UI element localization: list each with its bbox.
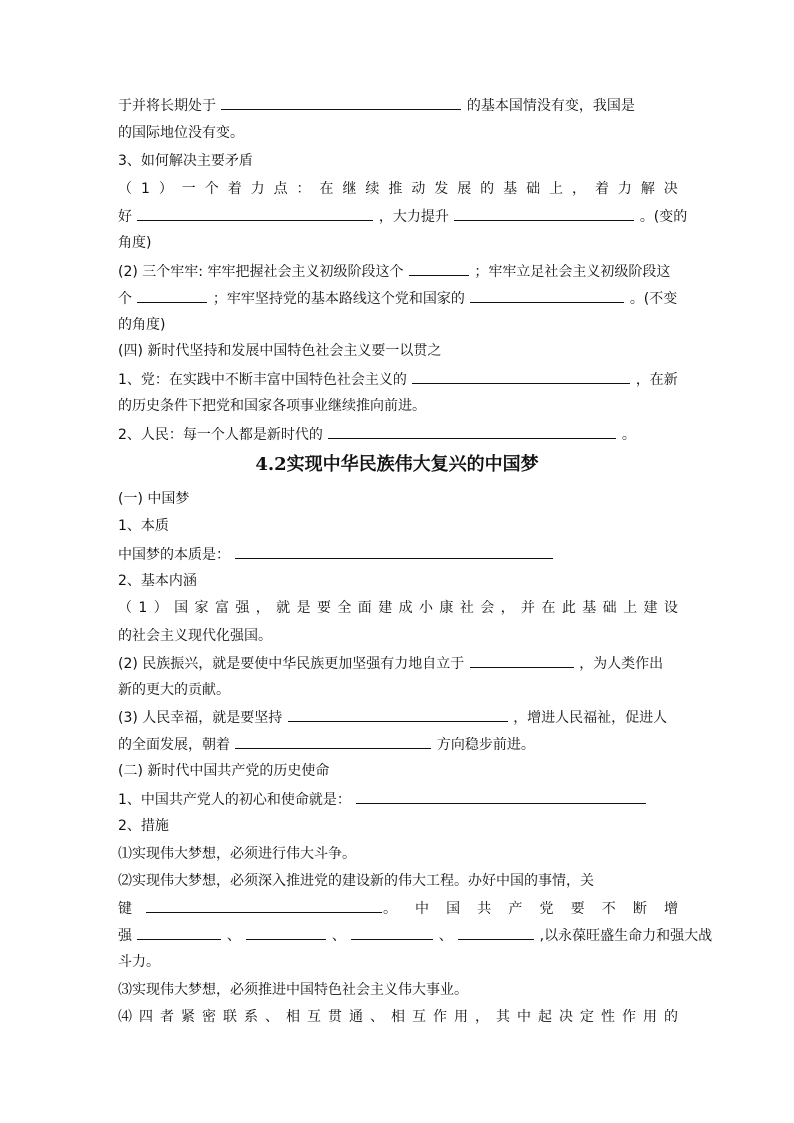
fill-blank[interactable] (137, 206, 373, 221)
text: ，大力提升 (378, 209, 449, 225)
text: 、 (331, 928, 346, 944)
char: 决 (663, 181, 678, 197)
char: 设 (663, 600, 678, 616)
char: 基 (582, 600, 597, 616)
char: ： (296, 181, 311, 197)
char: 不 (601, 901, 616, 917)
text: 2、人民：每一个人都是新时代的 (118, 427, 323, 443)
char: 强 (235, 600, 250, 616)
text: 。(变的 (639, 209, 688, 225)
char: 要 (570, 901, 585, 917)
char: 1 (138, 600, 148, 616)
char: 全 (337, 600, 352, 616)
text: ，在新 (635, 372, 678, 388)
char: 用 (643, 1009, 657, 1025)
char: ， (255, 600, 270, 616)
text-line (118, 424, 678, 445)
char: 康 (439, 600, 454, 616)
char: 的 (664, 1009, 678, 1025)
char: 性 (601, 1009, 615, 1025)
page-title: 4.2实现中华民族伟大复兴的中国梦 (255, 454, 539, 475)
char: 断 (632, 901, 647, 917)
char: 推 (388, 181, 403, 197)
fill-blank[interactable] (221, 95, 461, 110)
char: 在 (541, 600, 556, 616)
text-line: 角度) (118, 235, 152, 251)
char: 用 (454, 1009, 468, 1025)
text-line (118, 95, 678, 116)
char: 解 (640, 181, 655, 197)
text: 、 (226, 928, 241, 944)
char: 动 (411, 181, 426, 197)
char: 上 (623, 600, 638, 616)
text-line: ⑵实现伟大梦想，必须深入推进党的建设新的伟大工程。办好中国的事情，关 (118, 873, 594, 889)
fill-blank[interactable] (235, 734, 431, 749)
fill-blank[interactable] (458, 925, 534, 940)
char: 个 (204, 181, 219, 197)
char: 中 (517, 1009, 531, 1025)
text-line: 的角度) (118, 317, 166, 333)
char: 要 (316, 600, 331, 616)
char: 础 (526, 181, 541, 197)
char: 作 (433, 1009, 447, 1025)
fill-blank[interactable] (288, 707, 508, 722)
text-line (118, 898, 678, 919)
char: 着 (594, 181, 609, 197)
text: 好 (118, 209, 132, 225)
char: 并 (521, 600, 536, 616)
char: 国 (174, 600, 189, 616)
text: 。 (383, 901, 397, 917)
char: ， (571, 181, 586, 197)
text: 。(不变 (629, 291, 678, 307)
char: 成 (398, 600, 413, 616)
char: ， (475, 1009, 489, 1025)
text-line (118, 653, 678, 674)
char: 、 (265, 1009, 279, 1025)
char: 基 (503, 181, 518, 197)
char: 家 (194, 600, 209, 616)
text-line: 2、措施 (118, 818, 169, 834)
char: 础 (602, 600, 617, 616)
text-line (118, 789, 678, 810)
text: 键 (118, 901, 132, 917)
char: 发 (434, 181, 449, 197)
justified-line (118, 179, 678, 199)
char: 相 (391, 1009, 405, 1025)
justified-line (118, 1007, 678, 1027)
text: 1、党：在实践中不断丰富中国特色社会主义的 (118, 372, 407, 388)
text: ，增进人民福祉，促进人 (513, 710, 668, 726)
char: 富 (214, 600, 229, 616)
char: 就 (276, 600, 291, 616)
text: 1、中国共产党人的初心和使命就是： (118, 792, 351, 808)
fill-blank[interactable] (146, 898, 382, 913)
char: 共 (477, 901, 492, 917)
char: 相 (286, 1009, 300, 1025)
text: (2) 三个牢牢: 牢牢把握社会主义初级阶段这个 (118, 264, 404, 280)
fill-blank[interactable] (470, 288, 624, 303)
char: 是 (296, 600, 311, 616)
char: 着 (227, 181, 242, 197)
char: 1 (140, 181, 150, 197)
section-heading: (四) 新时代坚持和发展中国特色社会主义要一以贯之 (118, 343, 442, 359)
char: 系 (244, 1009, 258, 1025)
char: 者 (160, 1009, 174, 1025)
char: 建 (643, 600, 658, 616)
char: ⑷ (118, 1009, 132, 1025)
char: ， (500, 600, 515, 616)
text-line (118, 369, 678, 390)
text: ，为人类作出 (579, 656, 664, 672)
text-line: 新的更大的贡献。 (118, 682, 230, 698)
char: （ (118, 181, 132, 197)
text-line (118, 261, 678, 282)
fill-blank[interactable] (351, 925, 433, 940)
char: 力 (617, 181, 632, 197)
text-line: 的社会主义现代化强国。 (118, 628, 272, 644)
text-line: 3、如何解决主要矛盾 (118, 153, 253, 169)
text: ；牢牢立足社会主义初级阶段这 (474, 264, 671, 280)
char: 通 (349, 1009, 363, 1025)
text: 方向稳步前进。 (436, 737, 535, 753)
fill-blank[interactable] (470, 653, 574, 668)
text: 中国梦的本质是： (118, 547, 230, 563)
text: 强 (118, 928, 132, 944)
char: 社 (459, 600, 474, 616)
char: 会 (480, 600, 495, 616)
fill-blank[interactable] (409, 261, 469, 276)
char: 面 (357, 600, 372, 616)
text-line: 的历史条件下把党和国家各项事业继续推向前进。 (118, 398, 426, 414)
text-line (118, 734, 678, 755)
char: 国 (446, 901, 461, 917)
section-heading: (二) 新时代中国共产党的历史使命 (118, 763, 330, 779)
char: 联 (223, 1009, 237, 1025)
fill-blank[interactable] (454, 206, 634, 221)
text: 、 (438, 928, 453, 944)
char: 一 (181, 181, 196, 197)
text-line (118, 544, 678, 565)
text: 个 (118, 291, 132, 307)
text-line: 斗力。 (118, 954, 160, 970)
char: 建 (378, 600, 393, 616)
text: 的全面发展，朝着 (118, 737, 230, 753)
char: 党 (539, 901, 554, 917)
fill-blank[interactable] (137, 288, 207, 303)
char: 增 (664, 901, 678, 917)
char: 贯 (328, 1009, 342, 1025)
text: ,以永葆旺盛生命力和强大战 (539, 928, 713, 944)
fill-blank[interactable] (328, 424, 616, 439)
char: 互 (412, 1009, 426, 1025)
char: 其 (496, 1009, 510, 1025)
fill-blank[interactable] (356, 789, 646, 804)
text: ；牢牢坚持党的基本路线这个党和国家的 (212, 291, 465, 307)
char: 定 (580, 1009, 594, 1025)
char: 起 (538, 1009, 552, 1025)
fill-blank[interactable] (412, 369, 630, 384)
char: 产 (508, 901, 523, 917)
char: 点 (273, 181, 288, 197)
text-line (118, 288, 678, 309)
char: 中 (415, 901, 429, 917)
justified-line (118, 598, 678, 618)
char: 密 (202, 1009, 216, 1025)
char: 展 (457, 181, 472, 197)
text: (2) 民族振兴，就是要使中华民族更加坚强有力地自立于 (118, 656, 465, 672)
justified-text (415, 899, 678, 919)
char: （ (118, 600, 132, 616)
text-line (118, 707, 678, 728)
char: 决 (559, 1009, 573, 1025)
char: 继 (342, 181, 357, 197)
text: 。 (621, 427, 636, 443)
char: 上 (549, 181, 564, 197)
char: 在 (319, 181, 334, 197)
char: 续 (365, 181, 380, 197)
char: 、 (370, 1009, 384, 1025)
char: 的 (480, 181, 495, 197)
fill-blank[interactable] (137, 925, 221, 940)
char: 小 (419, 600, 434, 616)
char: 紧 (181, 1009, 195, 1025)
text-line: ⑴实现伟大梦想，必须进行伟大斗争。 (118, 846, 356, 862)
text-line: 2、基本内涵 (118, 573, 197, 589)
text: (3) 人民幸福，就是要坚持 (118, 710, 283, 726)
char: ） (153, 600, 168, 616)
text-line (118, 925, 713, 946)
char: 力 (250, 181, 265, 197)
text: 于并将长期处于 (118, 98, 216, 114)
fill-blank[interactable] (235, 544, 553, 559)
text-line: ⑶实现伟大梦想，必须推进中国特色社会主义伟大事业。 (118, 982, 468, 998)
text-line (118, 206, 688, 227)
text-line: 的国际地位没有变。 (118, 125, 244, 141)
char: 作 (622, 1009, 636, 1025)
char: 此 (561, 600, 576, 616)
text: 的基本国情没有变，我国是 (466, 98, 635, 114)
text-line: 1、本质 (118, 518, 169, 534)
section-heading: (一) 中国梦 (118, 491, 190, 507)
char: 四 (139, 1009, 153, 1025)
char: ） (158, 181, 173, 197)
char: 互 (307, 1009, 321, 1025)
fill-blank[interactable] (246, 925, 326, 940)
